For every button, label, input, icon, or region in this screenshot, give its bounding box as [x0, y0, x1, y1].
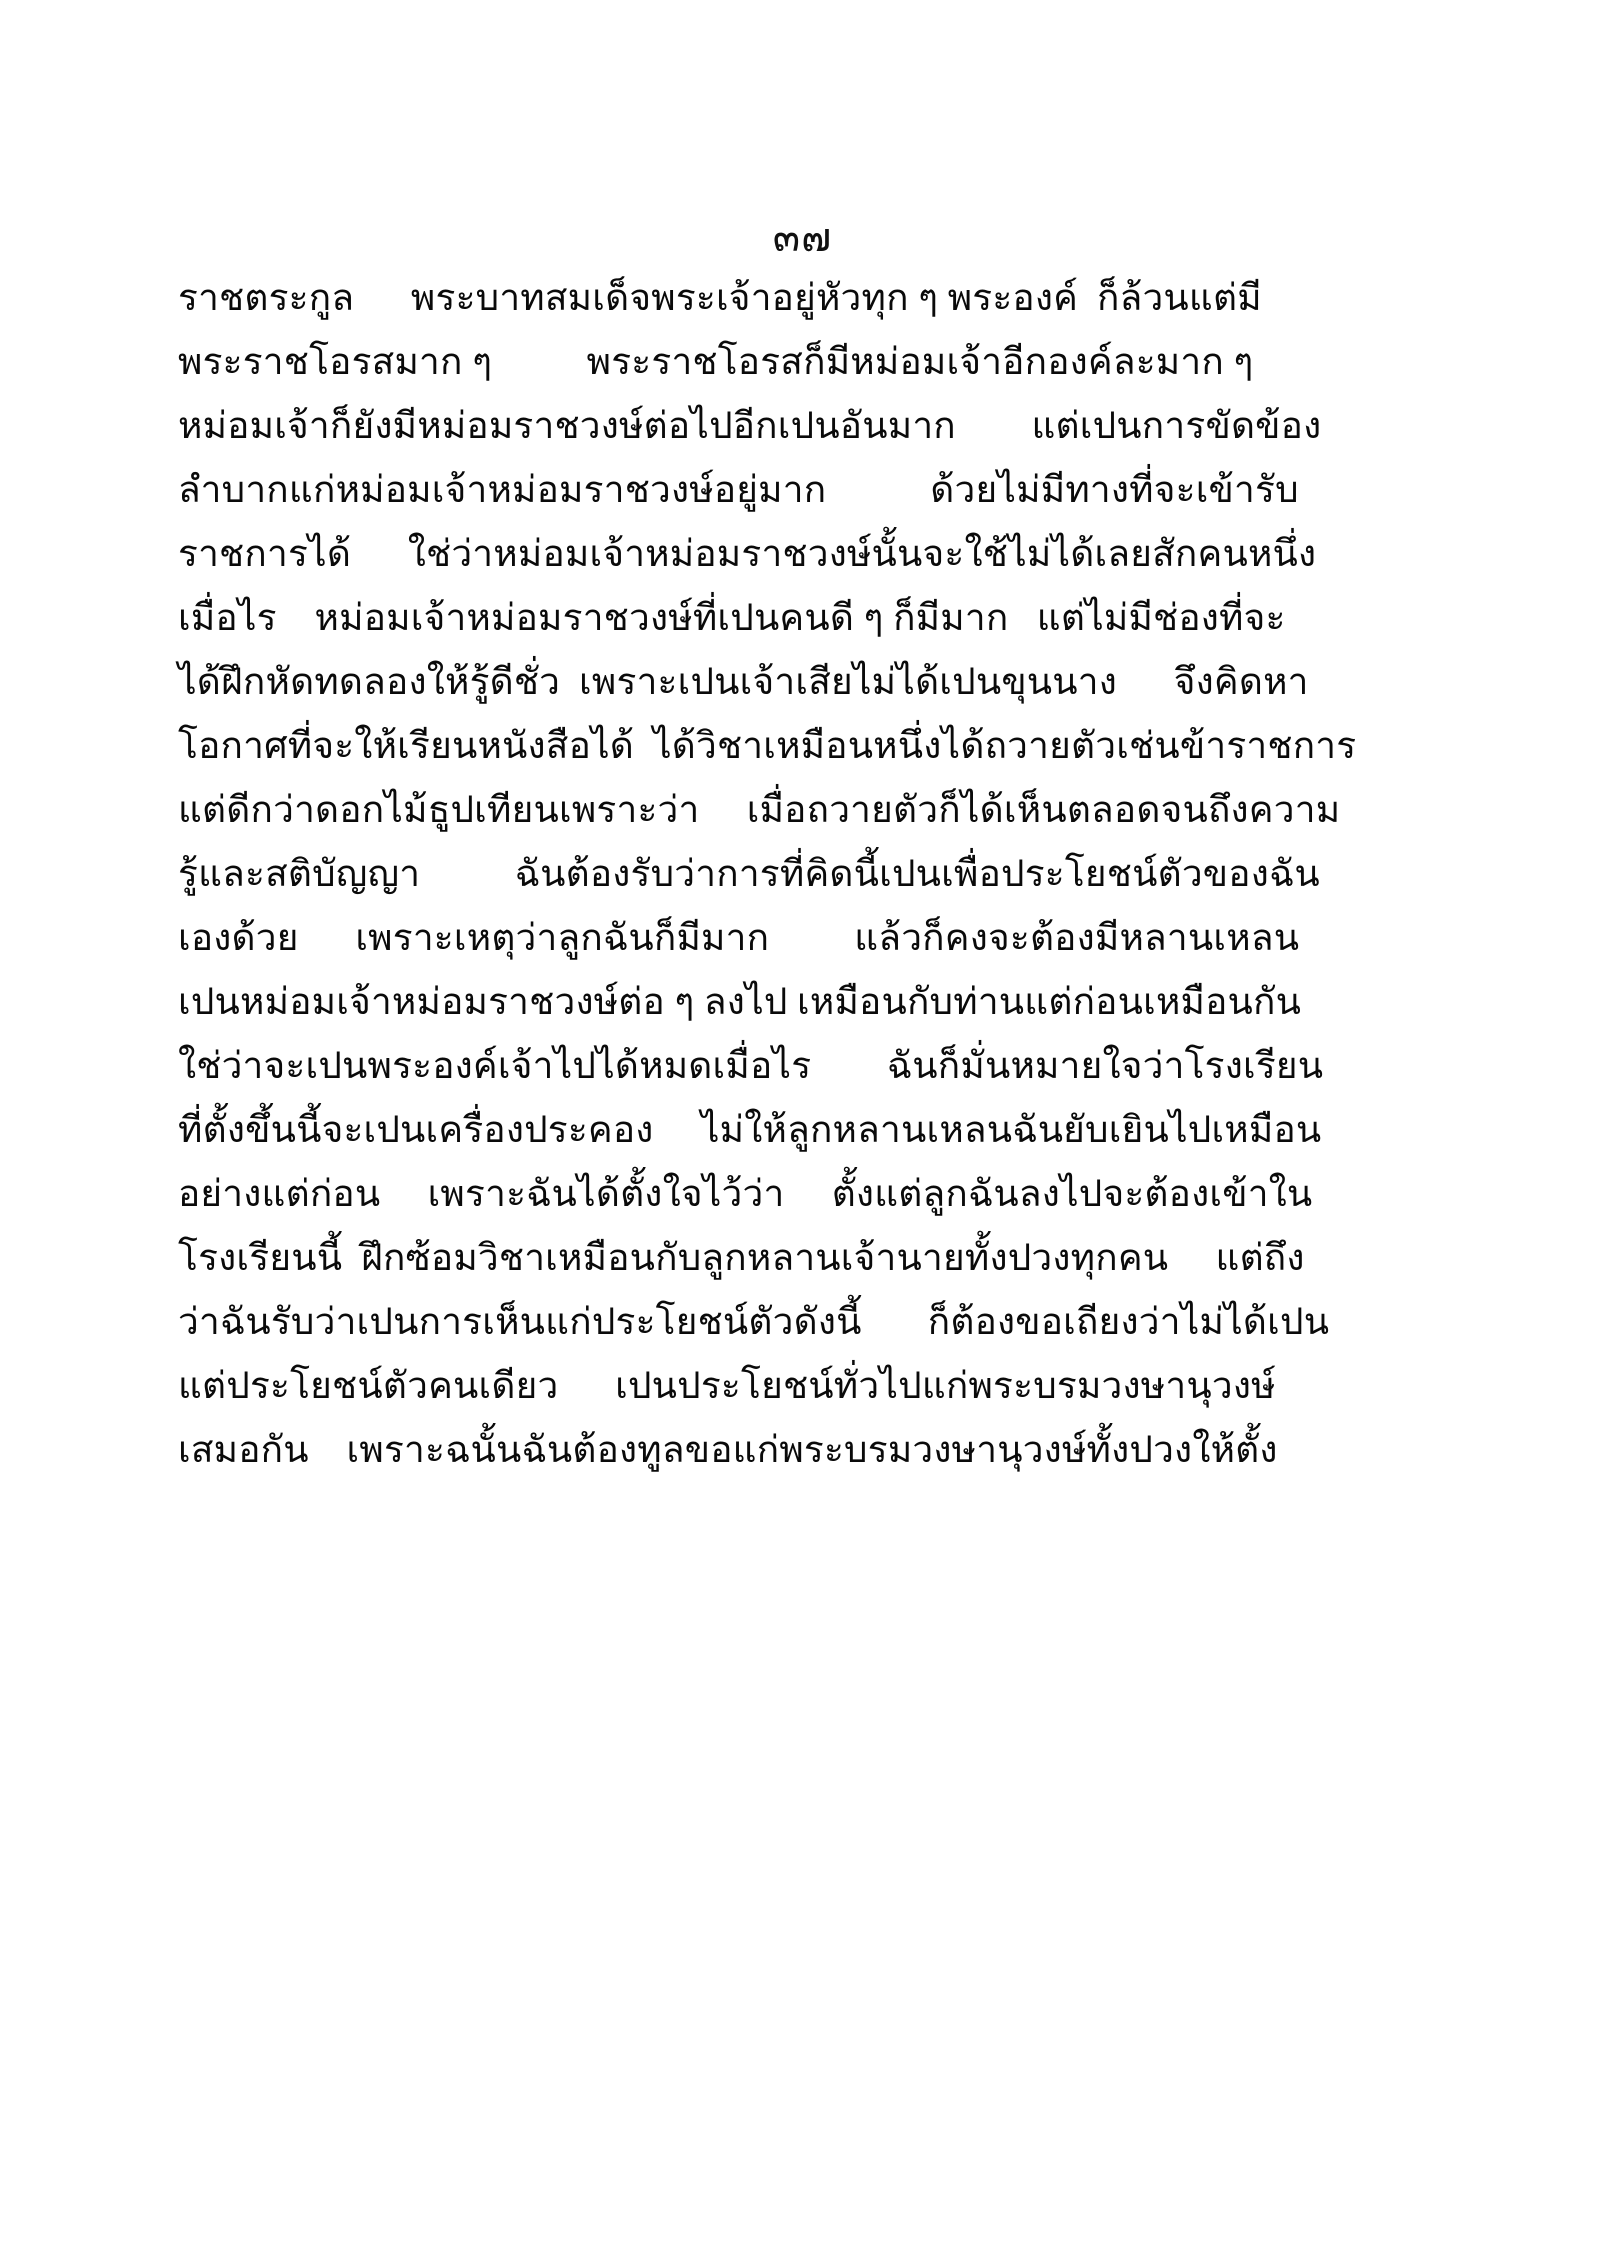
body-text — [178, 280, 1428, 1496]
text-line: เองด้วย เพราะเหตุว่าลูกฉันก็มีมาก แล้วก็คงจะต้องมีหลานเหลน — [178, 918, 1300, 959]
text-line: ใช่ว่าจะเปนพระองค์เจ้าไปได้หมดเมื่อไร ฉันก็มั่นหมายใจว่าโรงเรียน — [178, 1046, 1324, 1087]
text-line: แต่ดีกว่าดอกไม้ธูปเทียนเพราะว่า เมื่อถวายตัวก็ได้เห็นตลอดจนถึงความ — [178, 790, 1341, 831]
text-line: หม่อมเจ้าก็ยังมีหม่อมราชวงษ์ต่อไปอีกเปนอันมาก แต่เปนการขัดข้อง — [178, 406, 1322, 447]
text-line: รู้และสติบัญญา ฉันต้องรับว่าการที่คิดนี้เปนเพื่อประโยชน์ตัวของฉัน — [178, 854, 1320, 895]
text-line: ที่ตั้งขึ้นนี้จะเปนเครื่องประคอง ไม่ให้ลูกหลานเหลนฉันยับเยินไปเหมือน — [178, 1110, 1322, 1151]
text-line: ราชการได้ ใช่ว่าหม่อมเจ้าหม่อมราชวงษ์นั้นจะใช้ไม่ได้เลยสักคนหนึ่ง — [178, 534, 1317, 575]
text-line: ว่าฉันรับว่าเปนการเห็นแก่ประโยชน์ตัวดังนี้ ก็ต้องขอเถียงว่าไม่ได้เปน — [178, 1302, 1330, 1343]
text-line: เมื่อไร หม่อมเจ้าหม่อมราชวงษ์ที่เปนคนดี ๆ ก็มีมาก แต่ไม่มีช่องที่จะ — [178, 598, 1286, 639]
text-line: เปนหม่อมเจ้าหม่อมราชวงษ์ต่อ ๆ ลงไป เหมือนกับท่านแต่ก่อนเหมือนกัน — [178, 982, 1302, 1023]
text-line: โรงเรียนนี้ ฝึกซ้อมวิชาเหมือนกับลูกหลานเจ้านายทั้งปวงทุกคน แต่ถึง — [178, 1238, 1305, 1279]
text-line: โอกาศที่จะให้เรียนหนังสือได้ ได้วิชาเหมือนหนึ่งได้ถวายตัวเช่นข้าราชการ — [178, 726, 1357, 767]
text-line: ลำบากแก่หม่อมเจ้าหม่อมราชวงษ์อยู่มาก ด้วยไม่มีทางที่จะเข้ารับ — [178, 470, 1299, 511]
text-line: พระราชโอรสมาก ๆ พระราชโอรสก็มีหม่อมเจ้าอีกองค์ละมาก ๆ — [178, 342, 1254, 383]
text-line: อย่างแต่ก่อน เพราะฉันได้ตั้งใจไว้ว่า ตั้งแต่ลูกฉันลงไปจะต้องเข้าใน — [178, 1174, 1313, 1215]
text-line: ได้ฝึกหัดทดลองให้รู้ดีชั่ว เพราะเปนเจ้าเสียไม่ได้เปนขุนนาง จึงคิดหา — [178, 662, 1309, 703]
text-line: แต่ประโยชน์ตัวคนเดียว เปนประโยชน์ทั่วไปแก่พระบรมวงษานุวงษ์ — [178, 1366, 1276, 1407]
text-line: เสมอกัน เพราะฉนั้นฉันต้องทูลขอแก่พระบรมวงษานุวงษ์ทั้งปวงให้ตั้ง — [178, 1430, 1278, 1471]
page-number: ๓๗ — [772, 215, 833, 260]
text-line: ราชตระกูล พระบาทสมเด็จพระเจ้าอยู่หัวทุก ๆ พระองค์ ก็ล้วนแต่มี — [178, 278, 1262, 319]
